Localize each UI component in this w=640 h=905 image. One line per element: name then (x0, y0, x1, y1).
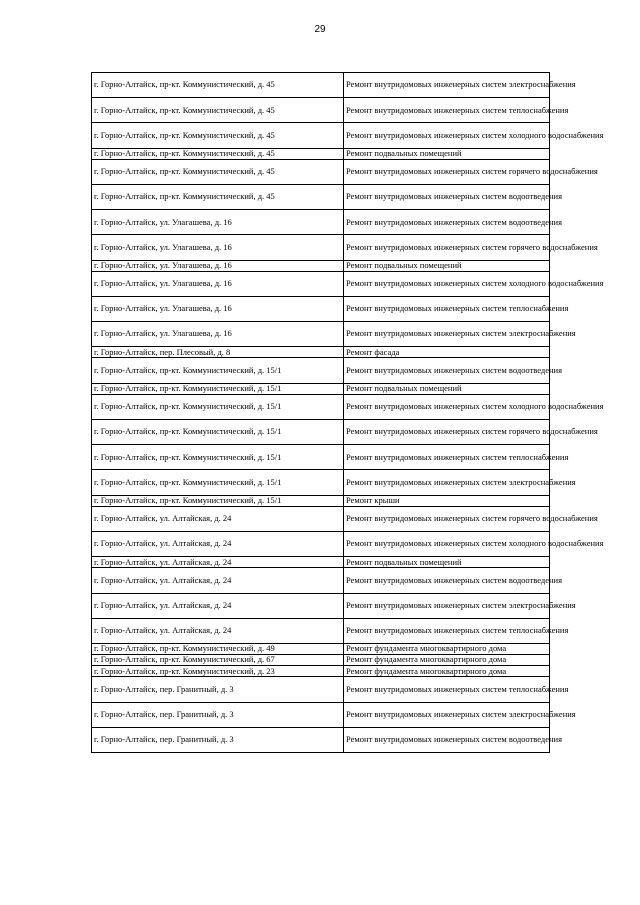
address-cell: г. Горно-Алтайск, пр-кт. Коммунистический, д. 15/1 (92, 383, 344, 394)
work-type-cell: Ремонт внутридомовых инженерных систем горячего водоснабжения (344, 159, 550, 184)
table-row (92, 495, 550, 506)
table-row (92, 420, 550, 445)
address-cell: г. Горно-Алтайск, пр-кт. Коммунистический, д. 45 (92, 159, 344, 184)
table-row (92, 727, 550, 752)
address-cell: г. Горно-Алтайск, ул. Алтайская, д. 24 (92, 618, 344, 643)
work-type-cell: Ремонт подвальных помещений (344, 557, 550, 568)
address-cell: г. Горно-Алтайск, пр-кт. Коммунистический, д. 23 (92, 666, 344, 677)
works-table-body (92, 73, 604, 753)
table-row (92, 296, 550, 321)
work-type-cell: Ремонт фасада (344, 347, 550, 358)
work-type-cell: Ремонт внутридомовых инженерных систем водоотведения (344, 184, 550, 209)
table-row (92, 148, 550, 159)
work-type-cell: Ремонт внутридомовых инженерных систем водоотведения (344, 727, 550, 752)
page-number: 29 (314, 24, 326, 35)
work-type-cell: Ремонт внутридомовых инженерных систем холодного водоснабжения (344, 531, 550, 556)
table-row (92, 383, 550, 394)
table-row (92, 643, 550, 654)
work-type-cell: Ремонт внутридомовых инженерных систем горячего водоснабжения (344, 235, 550, 260)
table-row (92, 271, 550, 296)
table-row (92, 210, 550, 235)
table-row (92, 235, 550, 260)
address-cell: г. Горно-Алтайск, пер. Гранитный, д. 3 (92, 727, 344, 752)
table-row (92, 184, 550, 209)
work-type-cell: Ремонт подвальных помещений (344, 148, 550, 159)
work-type-cell: Ремонт внутридомовых инженерных систем электроснабжения (344, 593, 550, 618)
address-cell: г. Горно-Алтайск, ул. Алтайская, д. 24 (92, 568, 344, 593)
table-row (92, 73, 550, 98)
table-row (92, 593, 550, 618)
address-cell: г. Горно-Алтайск, пр-кт. Коммунистический, д. 45 (92, 148, 344, 159)
address-cell: г. Горно-Алтайск, ул. Алтайская, д. 24 (92, 531, 344, 556)
table-row (92, 531, 550, 556)
address-cell: г. Горно-Алтайск, пер. Гранитный, д. 3 (92, 702, 344, 727)
address-cell: г. Горно-Алтайск, пр-кт. Коммунистический, д. 15/1 (92, 394, 344, 419)
work-type-cell: Ремонт внутридомовых инженерных систем холодного водоснабжения (344, 123, 550, 148)
work-type-cell: Ремонт внутридомовых инженерных систем теплоснабжения (344, 296, 550, 321)
table-row (92, 655, 550, 666)
table-row (92, 666, 550, 677)
address-cell: г. Горно-Алтайск, пр-кт. Коммунистический, д. 67 (92, 655, 344, 666)
table-row (92, 677, 550, 702)
work-type-cell: Ремонт внутридомовых инженерных систем водоотведения (344, 210, 550, 235)
work-type-cell: Ремонт внутридомовых инженерных систем электроснабжения (344, 73, 550, 98)
address-cell: г. Горно-Алтайск, пр-кт. Коммунистический, д. 15/1 (92, 358, 344, 383)
work-type-cell: Ремонт внутридомовых инженерных систем водоотведения (344, 568, 550, 593)
work-type-cell: Ремонт внутридомовых инженерных систем электроснабжения (344, 470, 550, 495)
table-row (92, 394, 550, 419)
address-cell: г. Горно-Алтайск, ул. Улагашева, д. 16 (92, 322, 344, 347)
table-row (92, 445, 550, 470)
address-cell: г. Горно-Алтайск, ул. Улагашева, д. 16 (92, 271, 344, 296)
table-row (92, 702, 550, 727)
work-type-cell: Ремонт внутридомовых инженерных систем электроснабжения (344, 702, 550, 727)
address-cell: г. Горно-Алтайск, ул. Улагашева, д. 16 (92, 235, 344, 260)
table-row (92, 260, 550, 271)
work-type-cell: Ремонт внутридомовых инженерных систем теплоснабжения (344, 98, 550, 123)
work-type-cell: Ремонт внутридомовых инженерных систем теплоснабжения (344, 677, 550, 702)
address-cell: г. Горно-Алтайск, пр-кт. Коммунистический, д. 15/1 (92, 470, 344, 495)
address-cell: г. Горно-Алтайск, пер. Гранитный, д. 3 (92, 677, 344, 702)
table-row (92, 159, 550, 184)
work-type-cell: Ремонт внутридомовых инженерных систем горячего водоснабжения (344, 420, 550, 445)
work-type-cell: Ремонт внутридомовых инженерных систем теплоснабжения (344, 618, 550, 643)
address-cell: г. Горно-Алтайск, ул. Алтайская, д. 24 (92, 506, 344, 531)
table-row (92, 322, 550, 347)
work-type-cell: Ремонт подвальных помещений (344, 383, 550, 394)
address-cell: г. Горно-Алтайск, пр-кт. Коммунистический, д. 15/1 (92, 495, 344, 506)
works-table (91, 72, 604, 753)
work-type-cell: Ремонт внутридомовых инженерных систем водоотведения (344, 358, 550, 383)
address-cell: г. Горно-Алтайск, пр-кт. Коммунистический, д. 15/1 (92, 445, 344, 470)
table-row (92, 470, 550, 495)
table-row (92, 557, 550, 568)
address-cell: г. Горно-Алтайск, пр-кт. Коммунистический, д. 45 (92, 123, 344, 148)
table-row (92, 123, 550, 148)
work-type-cell: Ремонт крыши (344, 495, 550, 506)
table-row (92, 347, 550, 358)
table-row (92, 506, 550, 531)
address-cell: г. Горно-Алтайск, ул. Улагашева, д. 16 (92, 210, 344, 235)
address-cell: г. Горно-Алтайск, пр-кт. Коммунистический, д. 45 (92, 73, 344, 98)
address-cell: г. Горно-Алтайск, ул. Алтайская, д. 24 (92, 557, 344, 568)
work-type-cell: Ремонт внутридомовых инженерных систем электроснабжения (344, 322, 550, 347)
work-type-cell: Ремонт фундамента многоквартирного дома (344, 666, 550, 677)
work-type-cell: Ремонт фундамента многоквартирного дома (344, 655, 550, 666)
address-cell: г. Горно-Алтайск, пр-кт. Коммунистический, д. 45 (92, 98, 344, 123)
work-type-cell: Ремонт внутридомовых инженерных систем холодного водоснабжения (344, 271, 550, 296)
address-cell: г. Горно-Алтайск, пер. Плесовый, д. 8 (92, 347, 344, 358)
address-cell: г. Горно-Алтайск, ул. Алтайская, д. 24 (92, 593, 344, 618)
table-row (92, 358, 550, 383)
address-cell: г. Горно-Алтайск, пр-кт. Коммунистический, д. 49 (92, 643, 344, 654)
address-cell: г. Горно-Алтайск, пр-кт. Коммунистический, д. 45 (92, 184, 344, 209)
table-row (92, 568, 550, 593)
table-row (92, 618, 550, 643)
address-cell: г. Горно-Алтайск, ул. Улагашева, д. 16 (92, 260, 344, 271)
work-type-cell: Ремонт фундамента многоквартирного дома (344, 643, 550, 654)
address-cell: г. Горно-Алтайск, ул. Улагашева, д. 16 (92, 296, 344, 321)
work-type-cell: Ремонт внутридомовых инженерных систем горячего водоснабжения (344, 506, 550, 531)
address-cell: г. Горно-Алтайск, пр-кт. Коммунистический, д. 15/1 (92, 420, 344, 445)
work-type-cell: Ремонт внутридомовых инженерных систем теплоснабжения (344, 445, 550, 470)
work-type-cell: Ремонт внутридомовых инженерных систем холодного водоснабжения (344, 394, 550, 419)
table-row (92, 98, 550, 123)
work-type-cell: Ремонт подвальных помещений (344, 260, 550, 271)
